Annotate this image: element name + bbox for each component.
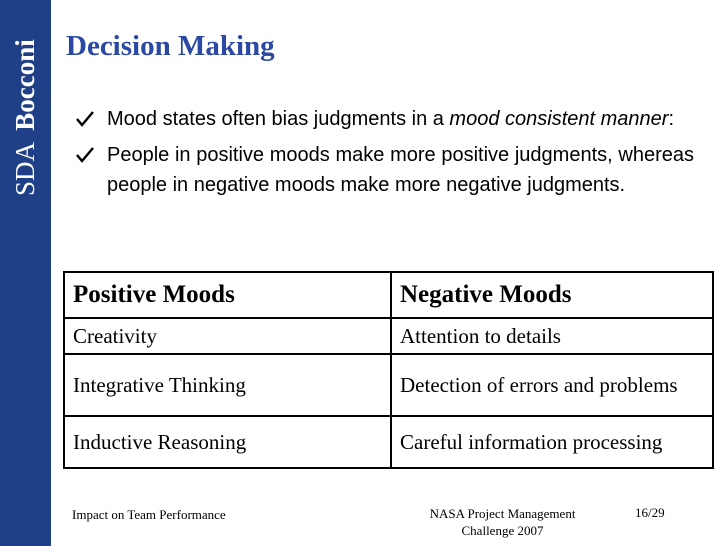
footer-page-number: 16/29 (635, 505, 665, 520)
table-cell: Inductive Reasoning (64, 416, 391, 468)
table-row (64, 318, 713, 354)
checkmark-icon (75, 140, 97, 170)
bullet-item-1 (72, 104, 694, 134)
bullet-item-2 (72, 140, 694, 200)
sda-bocconi-logo (0, 0, 51, 205)
checkmark-icon (75, 104, 97, 134)
table-cell: Creativity (64, 318, 391, 354)
bullet-list (72, 104, 694, 206)
sidebar-band (0, 0, 51, 546)
table-header-row (64, 272, 713, 318)
table-row (64, 416, 713, 468)
footer-event-name: NASA Project Management Challenge 2007 (429, 506, 576, 538)
table-cell: Integrative Thinking (64, 354, 391, 416)
table-cell: Careful information processing (391, 416, 713, 468)
table-cell: Detection of errors and problems (391, 354, 713, 416)
mood-comparison-table (63, 271, 714, 469)
footer-section-title: Impact on Team Performance (72, 507, 226, 522)
table-row (64, 354, 713, 416)
svg-text:SDA Bocconi (10, 39, 40, 196)
bullet-1-suffix: : (668, 108, 674, 130)
slide-title: Decision Making (66, 30, 275, 62)
bullet-1-text: Mood states often bias judgments in a (107, 108, 450, 130)
bullet-2-text: People in positive moods make more positive judgments, whereas people in negative moods make more negative judgments. (107, 144, 694, 196)
logo-name: Bocconi (10, 39, 40, 131)
logo-prefix: SDA (10, 143, 40, 196)
logo-svg (0, 0, 51, 205)
header-negative-moods: Negative Moods (391, 272, 713, 318)
header-positive-moods: Positive Moods (64, 272, 391, 318)
table-cell: Attention to details (391, 318, 713, 354)
bullet-1-emphasis: mood consistent manner (449, 108, 669, 130)
